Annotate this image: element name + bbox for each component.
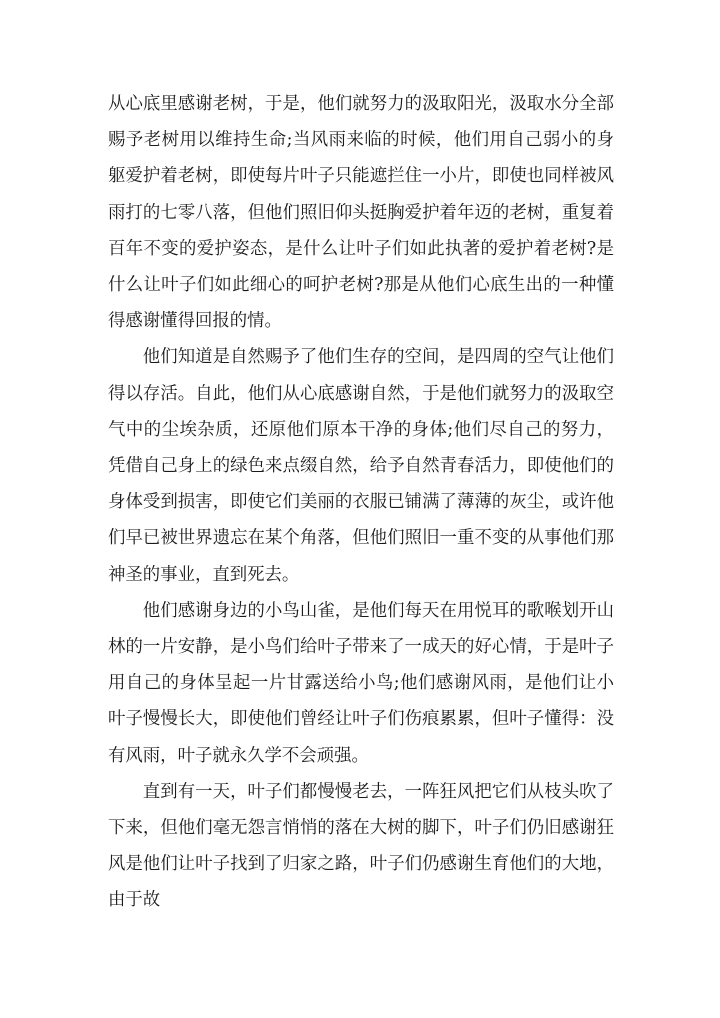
paragraph-4: 直到有一天，叶子们都慢慢老去，一阵狂风把它们从枝头吹了下来，但他们毫无怨言悄悄的落在大树的脚下，叶子们仍旧感谢狂风是他们让叶子找到了归家之路，叶子们仍感谢生育他们的大地，由于故 [108,781,614,911]
paragraph-1: 从心底里感谢老树，于是，他们就努力的汲取阳光，汲取水分全部赐予老树用以维持生命;当风雨来临的时候，他们用自己弱小的身躯爱护着老树，即使每片叶子只能遮拦住一小片，即使也同样被风雨打的七零八落，但他们照旧仰头挺胸爱护着年迈的老树，重复着百年不变的爱护姿态，是什么让叶子们如此执著的爱护着老树?是什么让叶子们如此细心的呵护老树?那是从他们心底生出的一种懂得感谢懂得回报的情。 [108,94,614,332]
document-body [108,86,614,919]
paragraph-2: 他们知道是自然赐予了他们生存的空间，是四周的空气让他们得以存活。自此，他们从心底感谢自然，于是他们就努力的汲取空气中的尘埃杂质，还原他们原本干净的身体;他们尽自己的努力，凭借自己身上的绿色来点缀自然，给予自然青春活力，即使他们的身体受到损害，即使它们美丽的衣服已铺满了薄薄的灰尘，或许他们早已被世界遗忘在某个角落，但他们照旧一重不变的从事他们那神圣的事业，直到死去。 [108,347,614,585]
paragraph-3: 他们感谢身边的小鸟山雀，是他们每天在用悦耳的歌喉划开山林的一片安静，是小鸟们给叶子带来了一成天的好心情，于是叶子用自己的身体呈起一片甘露送给小鸟;他们感谢风雨，是他们让小叶子慢慢长大，即使他们曾经让叶子们伤痕累累，但叶子懂得：没有风雨，叶子就永久学不会顽强。 [108,600,614,766]
